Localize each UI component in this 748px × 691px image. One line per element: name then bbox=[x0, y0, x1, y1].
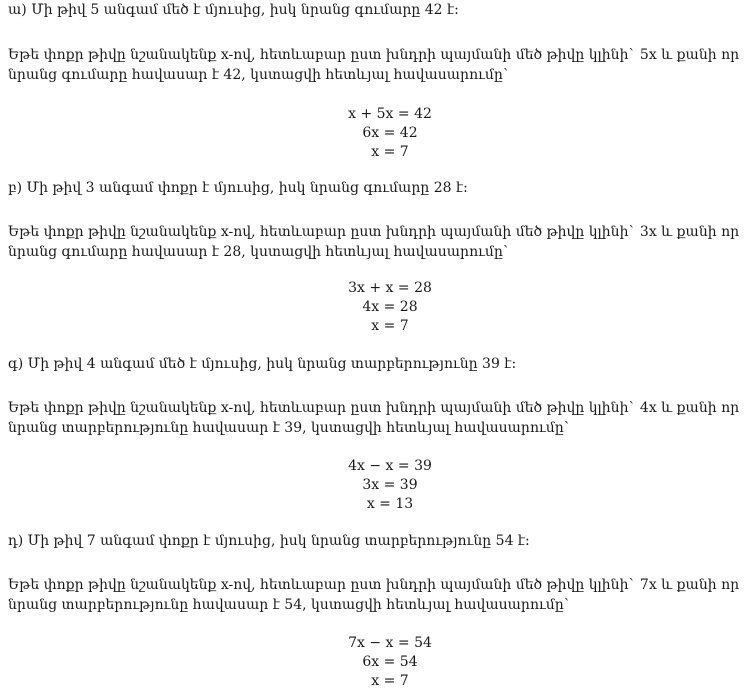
problem-c-equations bbox=[0, 457, 748, 514]
problem-b-explanation-line1: Եթե փոքր թիվը նշանակենք x-ով, հետևաբար ըստ խնդրի պայմանի մեծ թիվը կլինի` 3x և քանի որ bbox=[8, 224, 740, 240]
equation-line: 6x = 54 bbox=[362, 654, 418, 670]
problem-c-explanation-line1: Եթե փոքր թիվը նշանակենք x-ով, հետևաբար ըստ խնդրի պայմանի մեծ թիվը կլինի` 4x և քանի որ bbox=[8, 400, 740, 416]
equation-line: 3x = 39 bbox=[362, 477, 418, 493]
equation-line: 7x − x = 54 bbox=[348, 635, 432, 651]
problem-b-equations bbox=[0, 279, 748, 336]
problem-c-statement: գ) Մի թիվ 4 անգամ մեծ է մյուսից, իսկ նրանց տարբերությունը 39 է: bbox=[8, 356, 517, 372]
problem-c-explanation bbox=[8, 398, 744, 438]
problem-b-explanation bbox=[8, 222, 744, 262]
problem-b-explanation-line2: նրանց գումարը հավասար է 28, կստացվի հետևյալ հավասարումը` bbox=[8, 244, 510, 260]
problem-a-explanation-line1: Եթե փոքր թիվը նշանակենք x-ով, հետևաբար ըստ խնդրի պայմանի մեծ թիվը կլինի` 5x և քանի որ bbox=[8, 47, 740, 63]
equation-line: 6x = 42 bbox=[362, 125, 418, 141]
problem-a-explanation bbox=[8, 45, 744, 85]
equation-line: 4x − x = 39 bbox=[348, 458, 432, 474]
equation-line: x = 13 bbox=[366, 496, 414, 512]
equation-line: 3x + x = 28 bbox=[348, 280, 432, 296]
equation-line: x = 7 bbox=[371, 144, 409, 160]
equation-line: 4x = 28 bbox=[362, 299, 418, 315]
problem-d-equations bbox=[0, 634, 748, 691]
problem-a-equations bbox=[0, 105, 748, 162]
problem-c-explanation-line2: նրանց տարբերությունը հավասար է 39, կստացվի հետևյալ հավասարումը` bbox=[8, 420, 571, 436]
problem-d-explanation bbox=[8, 575, 744, 615]
equation-line: x + 5x = 42 bbox=[348, 106, 432, 122]
problem-a-statement: ա) Մի թիվ 5 անգամ մեծ է մյուսից, իսկ նրանց գումարը 42 է: bbox=[8, 2, 459, 18]
problem-a-explanation-line2: նրանց գումարը հավասար է 42, կստացվի հետևյալ հավասարումը` bbox=[8, 67, 510, 83]
equation-line: x = 7 bbox=[371, 673, 409, 689]
problem-d-explanation-line1: Եթե փոքր թիվը նշանակենք x-ով, հետևաբար ըստ խնդրի պայմանի մեծ թիվը կլինի` 7x և քանի որ bbox=[8, 577, 740, 593]
equation-line: x = 7 bbox=[371, 318, 409, 334]
problem-d-statement: դ) Մի թիվ 7 անգամ փոքր է մյուսից, իսկ նրանց տարբերությունը 54 է: bbox=[8, 533, 530, 549]
problem-d-explanation-line2: նրանց տարբերությունը հավասար է 54, կստացվի հետևյալ հավասարումը` bbox=[8, 597, 571, 613]
problem-b-statement: բ) Մի թիվ 3 անգամ փոքր է մյուսից, իսկ նրանց գումարը 28 է: bbox=[8, 180, 468, 196]
